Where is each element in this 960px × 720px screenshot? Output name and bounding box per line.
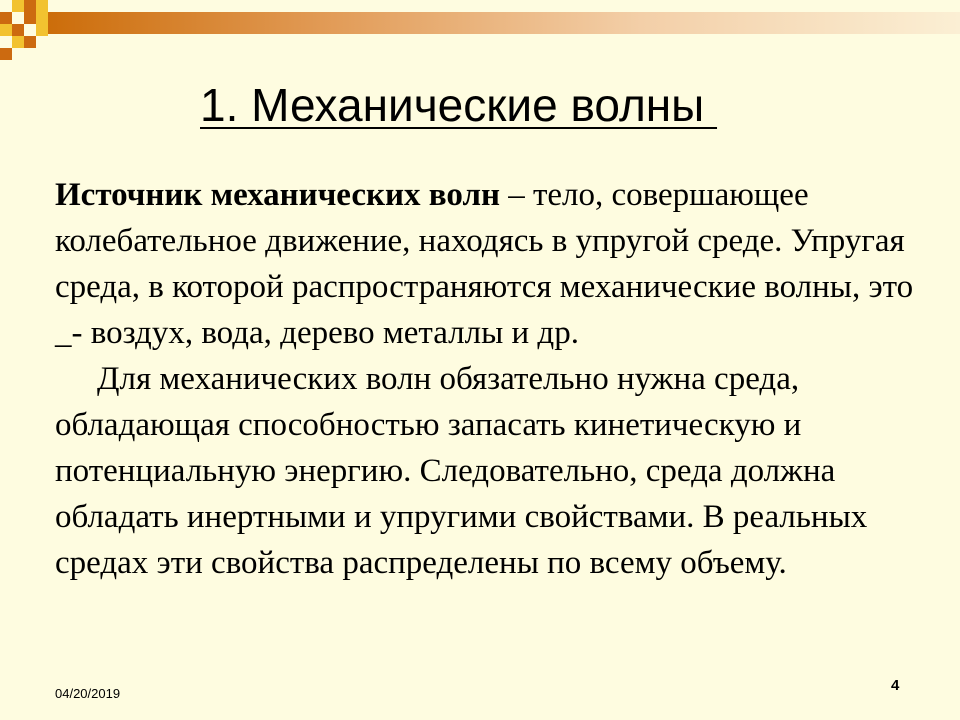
decor-square	[24, 36, 36, 48]
footer-date: 04/20/2019	[55, 686, 121, 701]
header-gradient-bar	[48, 12, 960, 34]
decor-square	[12, 24, 24, 36]
term-wave-source: Источник механических волн	[55, 177, 500, 213]
decor-square	[24, 12, 36, 24]
paragraph-source-definition	[55, 172, 915, 356]
slide-body	[55, 172, 915, 586]
decor-square	[24, 0, 36, 12]
decor-square	[0, 24, 12, 36]
decor-square	[0, 12, 12, 24]
decor-square	[36, 0, 48, 12]
decor-square	[36, 12, 48, 24]
decor-square	[36, 24, 48, 36]
decor-square	[0, 48, 12, 60]
slide-title: 1. Механические волны	[200, 79, 718, 131]
paragraph-source-text: – тело, совершающее колебательное движение, находясь в упругой среде. Упругая среда, в которой распространяются механические волны, это _- воздух, вода, дерево металлы и др.	[55, 177, 914, 351]
decor-square	[12, 36, 24, 48]
slide-decoration	[0, 0, 960, 60]
paragraph-medium-properties: Для механических волн обязательно нужна среда, обладающая способностью запасать кинетическую и потенциальную энергию. Следовательно, среда должна обладать инертными и упругими свойствами. В реальных средах эти свойства распределены по всему объему.	[55, 361, 868, 581]
decor-square	[12, 0, 24, 12]
page-number: 4	[891, 677, 900, 694]
